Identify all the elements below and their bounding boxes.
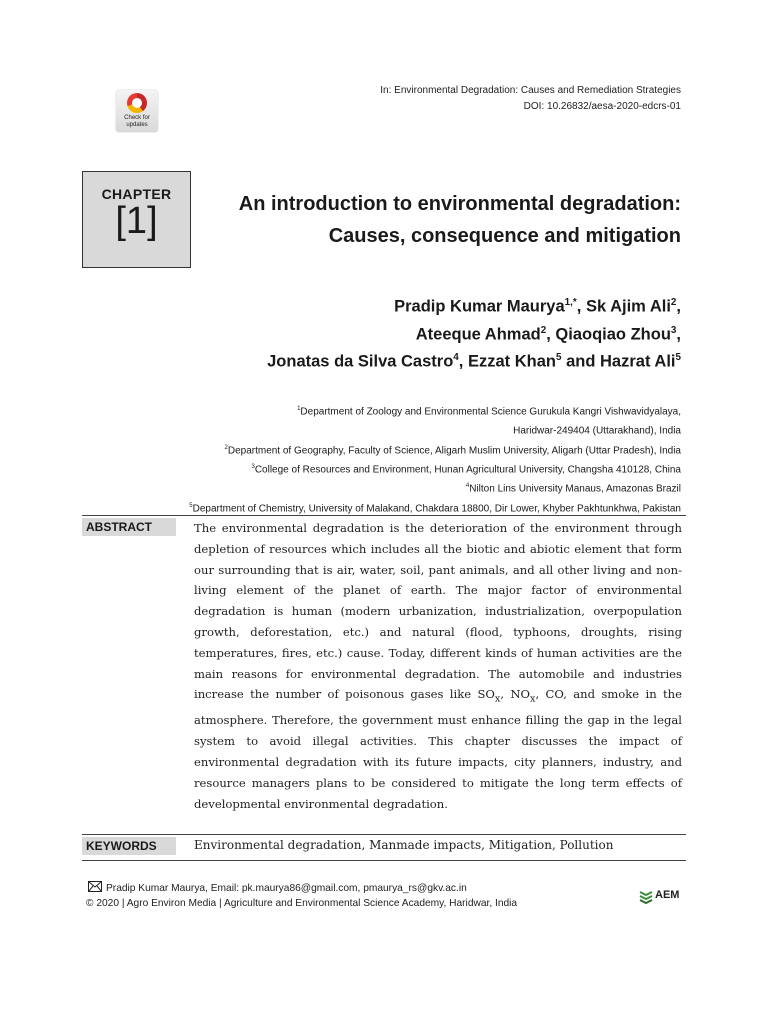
author-list xyxy=(267,291,681,374)
author-line-2: Ateeque Ahmad$^2$, Qiaoqiao Zhou$^3$, xyxy=(415,324,681,343)
chapter-number: [1] xyxy=(115,200,158,242)
keywords-label: KEYWORDS xyxy=(82,837,176,855)
keywords-top-rule xyxy=(82,834,686,835)
author-conjunction: and xyxy=(561,352,600,371)
author-name: Pradip Kumar Maurya xyxy=(394,297,565,316)
author-affil-sup: 2 xyxy=(540,324,547,336)
author-name: Hazrat Ali xyxy=(600,352,676,371)
author-affil-sup: 5 xyxy=(675,352,681,363)
affiliation: Haridwar-249404 (Uttarakhand), India xyxy=(513,425,681,437)
abstract-text: The environmental degradation is the deterioration of the environment through depletion of resources which includes all the biotic and abiotic element that form our surrounding that is air, water, soil, pant animals, and all other living and non-living element of the planet of earth. The major factor of environmental degradation is human (modern urbanization, industrialization, overpopulation growth, deforestation, etc.) and natural (flood, typhoons, droughts, rising temperatures, fires, etc.) cause. Today, different kinds of human activities are the main reasons for environmental degradation. The automobile and industries increase the number of poisonous gases like $SO_x$, $NO_x$, CO, and smoke in the atmosphere. Therefore, the government must enhance filling the gap in the legal system to avoid illegal activities. This chapter discusses the impact of environmental degradation with its future impacts, city planners, industry, and resource managers plans to be considered to mitigate the long term effects of developmental environmental degradation. xyxy=(194,521,682,811)
book-reference: In: Environmental Degradation: Causes and Remediation Strategies xyxy=(380,85,681,96)
keywords-bottom-rule xyxy=(82,860,686,861)
affiliation: $^4$Nilton Lins University Manaus, Amazonas Brazil xyxy=(465,483,681,495)
aem-logo-text: AEM xyxy=(655,889,680,901)
author-line-3: Jonatas da Silva Castro$^4$, Ezzat Khan$^5$ and Hazrat Ali$^5$ xyxy=(267,352,681,371)
check-updates-icon xyxy=(127,93,147,113)
affiliation: $^2$Department of Geography, Faculty of Science, Aligarh Muslim University, Aligarh (Uttar Pradesh), India xyxy=(224,444,681,456)
envelope-icon xyxy=(88,881,102,892)
affiliation: $^3$College of Resources and Environment, Hunan Agricultural University, Changsha 410128, China xyxy=(251,463,681,476)
author-name: Jonatas da Silva Castro xyxy=(267,352,454,371)
aem-logo-icon xyxy=(639,888,653,904)
author-affil-sup: 1,* xyxy=(564,297,577,308)
affiliations xyxy=(189,401,681,517)
author-name: Ezzat Khan xyxy=(467,352,556,371)
abstract-top-rule xyxy=(82,515,686,516)
affiliation: $^5$Department of Chemistry, University of Malakand, Chakdara 18800, Dir Lower, Khyber Pakhtunkhwa, Pakistan xyxy=(189,502,681,514)
check-updates-label: Check for updates xyxy=(124,115,150,128)
chapter-box xyxy=(82,171,191,268)
title-line-1: An introduction to environmental degradation: xyxy=(238,193,681,215)
author-line-1: Pradip Kumar Maurya$^{1,*}$, Sk Ajim Ali$^2$, xyxy=(394,297,681,316)
author-name: Ateeque Ahmad xyxy=(415,325,541,343)
doi[interactable]: DOI: 10.26832/aesa-2020-edcrs-01 xyxy=(523,101,681,112)
footer-contact xyxy=(88,881,467,894)
aem-logo xyxy=(639,887,683,907)
author-name: Sk Ajim Ali xyxy=(585,297,671,316)
author-affil-sup: 2 xyxy=(670,297,677,308)
title-line-2: Causes, consequence and mitigation xyxy=(328,225,681,247)
author-affil-sup: 4 xyxy=(453,352,459,363)
author-affil-sup: 5 xyxy=(555,352,562,363)
keywords-text: Environmental degradation, Manmade impacts, Mitigation, Pollution xyxy=(194,838,614,852)
footer-copyright: © 2020 | Agro Environ Media | Agriculture and Environmental Science Academy, Haridwar, India xyxy=(86,898,518,909)
chapter-title xyxy=(239,188,681,252)
author-name: Qiaoqiao Zhou xyxy=(555,325,671,343)
author-affil-sup: 3 xyxy=(670,324,677,336)
chapter-label: CHAPTER xyxy=(101,186,172,202)
affiliation: $^1$Department of Zoology and Environmental Science Gurukula Kangri Vishwavidyalaya, xyxy=(297,406,681,418)
check-for-updates-badge[interactable] xyxy=(116,90,158,132)
contact-text[interactable]: Pradip Kumar Maurya, Email: pk.maurya86@gmail.com, pmaurya_rs@gkv.ac.in xyxy=(106,883,467,894)
abstract-label: ABSTRACT xyxy=(82,518,176,536)
